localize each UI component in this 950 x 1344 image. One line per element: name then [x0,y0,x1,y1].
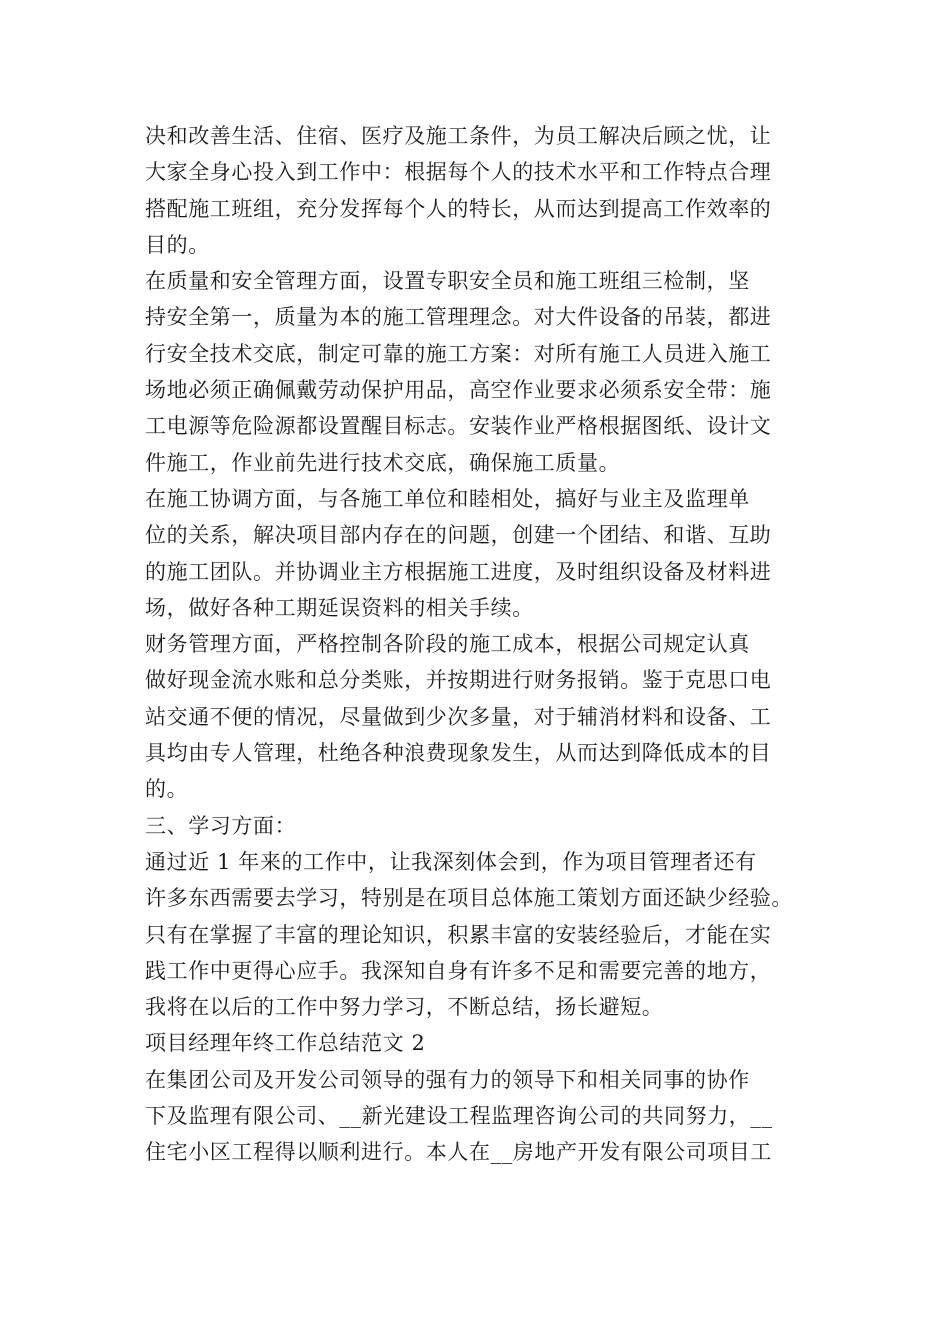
paragraph [145,481,845,626]
text-line: 财务管理方面，严格控制各阶段的施工成本，根据公司规定认真 [145,632,750,657]
text-line: 项目经理年终工作总结范文 2 [145,1031,426,1056]
text-line: 在施工协调方面，与各施工单位和睦相处，搞好与业主及监理单 [145,486,750,511]
paragraph [145,1062,845,1171]
paragraph [145,1025,845,1061]
text-line: 工电源等危险源都设置醒目标志。安装作业严格根据图纸、设计文 [145,414,772,439]
text-line: 在集团公司及开发公司领导的强有力的领导下和相关同事的协作 [145,1067,750,1092]
paragraph [145,263,845,481]
text-line: 位的关系，解决项目部内存在的问题，创建一个团结、和谐、互助 [145,523,772,548]
text-line: 在质量和安全管理方面，设置专职安全员和施工班组三检制，坚 [145,269,750,294]
text-line: 通过近 1 年来的工作中，让我深刻体会到，作为项目管理者还有 [145,849,757,874]
text-line: 持安全第一，质量为本的施工管理理念。对大件设备的吊装，都进 [145,305,772,330]
text-line: 行安全技术交底，制定可靠的施工方案：对所有施工人员进入施工 [145,341,772,366]
text-line: 场地必须正确佩戴劳动保护用品，高空作业要求必须系安全带：施 [145,378,772,403]
text-line: 的施工团队。并协调业主方根据施工进度，及时组织设备及材料进 [145,559,772,584]
text-line: 下及监理有限公司、__新光建设工程监理咨询公司的共同努力，__ [145,1104,773,1129]
text-line: 站交通不便的情况，尽量做到少次多量，对于辅消材料和设备、工 [145,704,772,729]
text-line: 我将在以后的工作中努力学习，不断总结，扬长避短。 [145,995,664,1020]
text-line: 具均由专人管理，杜绝各种浪费现象发生，从而达到降低成本的目 [145,741,772,766]
text-line: 践工作中更得心应手。我深知自身有许多不足和需要完善的地方， [145,958,772,983]
text-line: 目的。 [145,232,210,257]
text-line: 件施工，作业前先进行技术交底，确保施工质量。 [145,450,621,475]
text-line: 大家全身心投入到工作中：根据每个人的技术水平和工作特点合理 [145,160,772,185]
paragraph [145,844,845,1025]
paragraph [145,118,845,263]
document-body [145,118,845,1171]
text-line: 做好现金流水账和总分类账，并按期进行财务报销。鉴于克思口电 [145,668,772,693]
text-line: 场，做好各种工期延误资料的相关手续。 [145,595,534,620]
text-line: 许多东西需要去学习，特别是在项目总体施工策划方面还缺少经验。 [145,886,793,911]
text-line: 决和改善生活、住宿、医疗及施工条件，为员工解决后顾之忧，让 [145,124,772,148]
text-line: 搭配施工班组，充分发挥每个人的特长，从而达到提高工作效率的 [145,196,772,221]
text-line: 只有在掌握了丰富的理论知识，积累丰富的安装经验后，才能在实 [145,922,772,947]
text-line: 住宅小区工程得以顺利进行。本人在__房地产开发有限公司项目工 [145,1140,772,1165]
text-line: 的。 [145,777,189,802]
paragraph [145,626,845,807]
paragraph [145,808,845,844]
text-line: 三、学习方面： [145,813,297,838]
